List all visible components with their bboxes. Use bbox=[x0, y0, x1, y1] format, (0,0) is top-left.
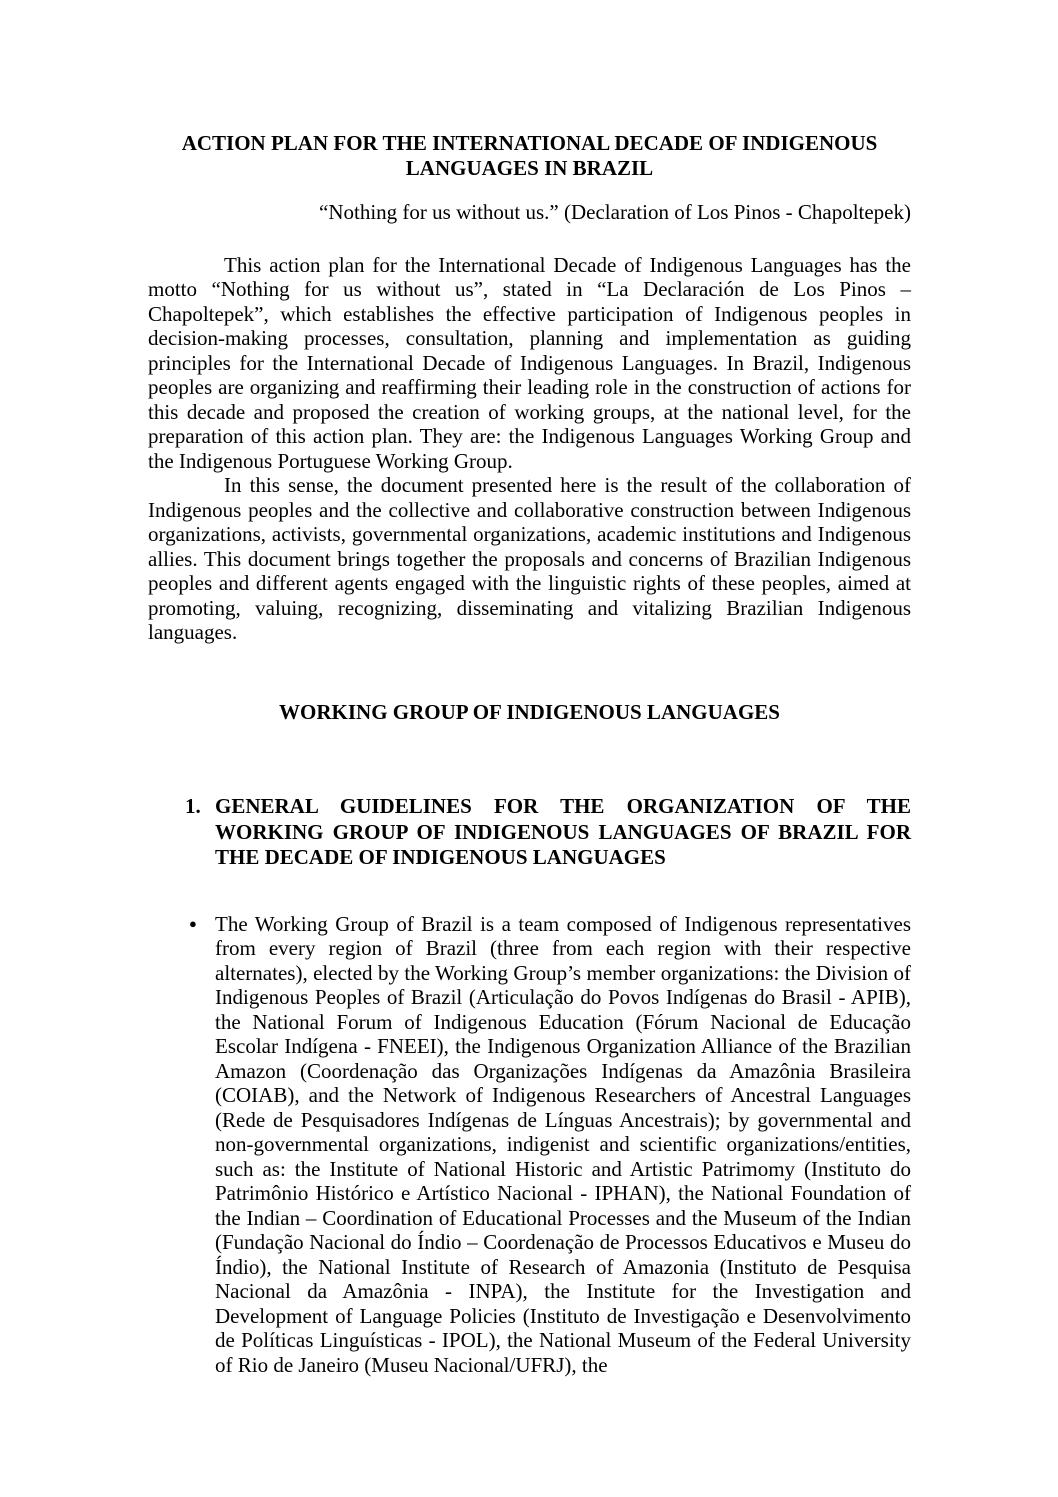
numbered-heading bbox=[148, 794, 911, 871]
heading-text: GENERAL GUIDELINES FOR THE ORGANIZATION OF THE WORKING GROUP OF INDIGENOUS LANGUAGES OF BRAZIL FOR THE DECADE OF INDIGENOUS LANGUAGES bbox=[215, 794, 911, 869]
bullet-item bbox=[148, 912, 911, 1378]
paragraph-1: This action plan for the International Decade of Indigenous Languages has the motto “Nothing for us without us”, stated in “La Declaración de Los Pinos – Chapoltepek”, which establishes the effective participation of Indigenous peoples in decision-making processes, consultation, planning and implementation as guiding principles for the International Decade of Indigenous Languages. In Brazil, Indigenous peoples are organizing and reaffirming their leading role in the construction of actions for this decade and proposed the creation of working groups, at the national level, for the preparation of this action plan. They are: the Indigenous Languages Working Group and the Indigenous Portuguese Working Group. bbox=[148, 252, 911, 473]
section-heading: WORKING GROUP OF INDIGENOUS LANGUAGES bbox=[279, 699, 780, 724]
bullet-text: The Working Group of Brazil is a team composed of Indigenous representatives from every region of Brazil (three from each region with their respective alternates), elected by the Working Group’s member organizations: the Division of Indigenous Peoples of Brazil (Articulação do Povos Indígenas do Brasil - APIB), the National Forum of Indigenous Education (Fórum Nacional de Educação Escolar Indígena - FNEEI), the Indigenous Organization Alliance of the Brazilian Amazon (Coordenação das Organizações Indígenas da Amazônia Brasileira (COIAB), and the Network of Indigenous Researchers of Ancestral Languages (Rede de Pesquisadores Indígenas de Línguas Ancestrais); by governmental and non-governmental organizations, indigenist and scientific organizations/entities, such as: the Institute of National Historic and Artistic Patrimomy (Instituto do Patrimônio Histórico e Artístico Nacional - IPHAN), the National Foundation of the Indian – Coordination of Educational Processes and the Museum of the Indian (Fundação Nacional do Índio – Coordenação de Processos Educativos e Museu do Índio), the National Institute of Research of Amazonia (Instituto de Pesquisa Nacional da Amazônia - INPA), the Institute for the Investigation and Development of Language Policies (Instituto de Investigação e Desenvolvimento de Políticas Linguísticas - IPOL), the National Museum of the Federal University of Rio de Janeiro (Museu Nacional/UFRJ), the bbox=[215, 911, 911, 1377]
heading-number: 1. bbox=[185, 794, 201, 818]
bullet-icon: ● bbox=[189, 915, 197, 931]
body-text bbox=[148, 253, 911, 645]
document-title bbox=[148, 131, 911, 180]
epigraph: “Nothing for us without us.” (Declaration of Los Pinos - Chapoltepek) bbox=[319, 200, 911, 224]
document-title-line-2: LANGUAGES IN BRAZIL bbox=[405, 155, 654, 180]
paragraph-2: In this sense, the document presented here is the result of the collaboration of Indigenous peoples and the collective and collaborative construction between Indigenous organizations, activists, governmental organizations, academic institutions and Indigenous allies. This document brings together the proposals and concerns of Brazilian Indigenous peoples and different agents engaged with the linguistic rights of these peoples, aimed at promoting, valuing, recognizing, disseminating and vitalizing Brazilian Indigenous languages. bbox=[148, 473, 911, 644]
document-title-line-1: ACTION PLAN FOR THE INTERNATIONAL DECADE OF INDIGENOUS bbox=[181, 131, 878, 155]
